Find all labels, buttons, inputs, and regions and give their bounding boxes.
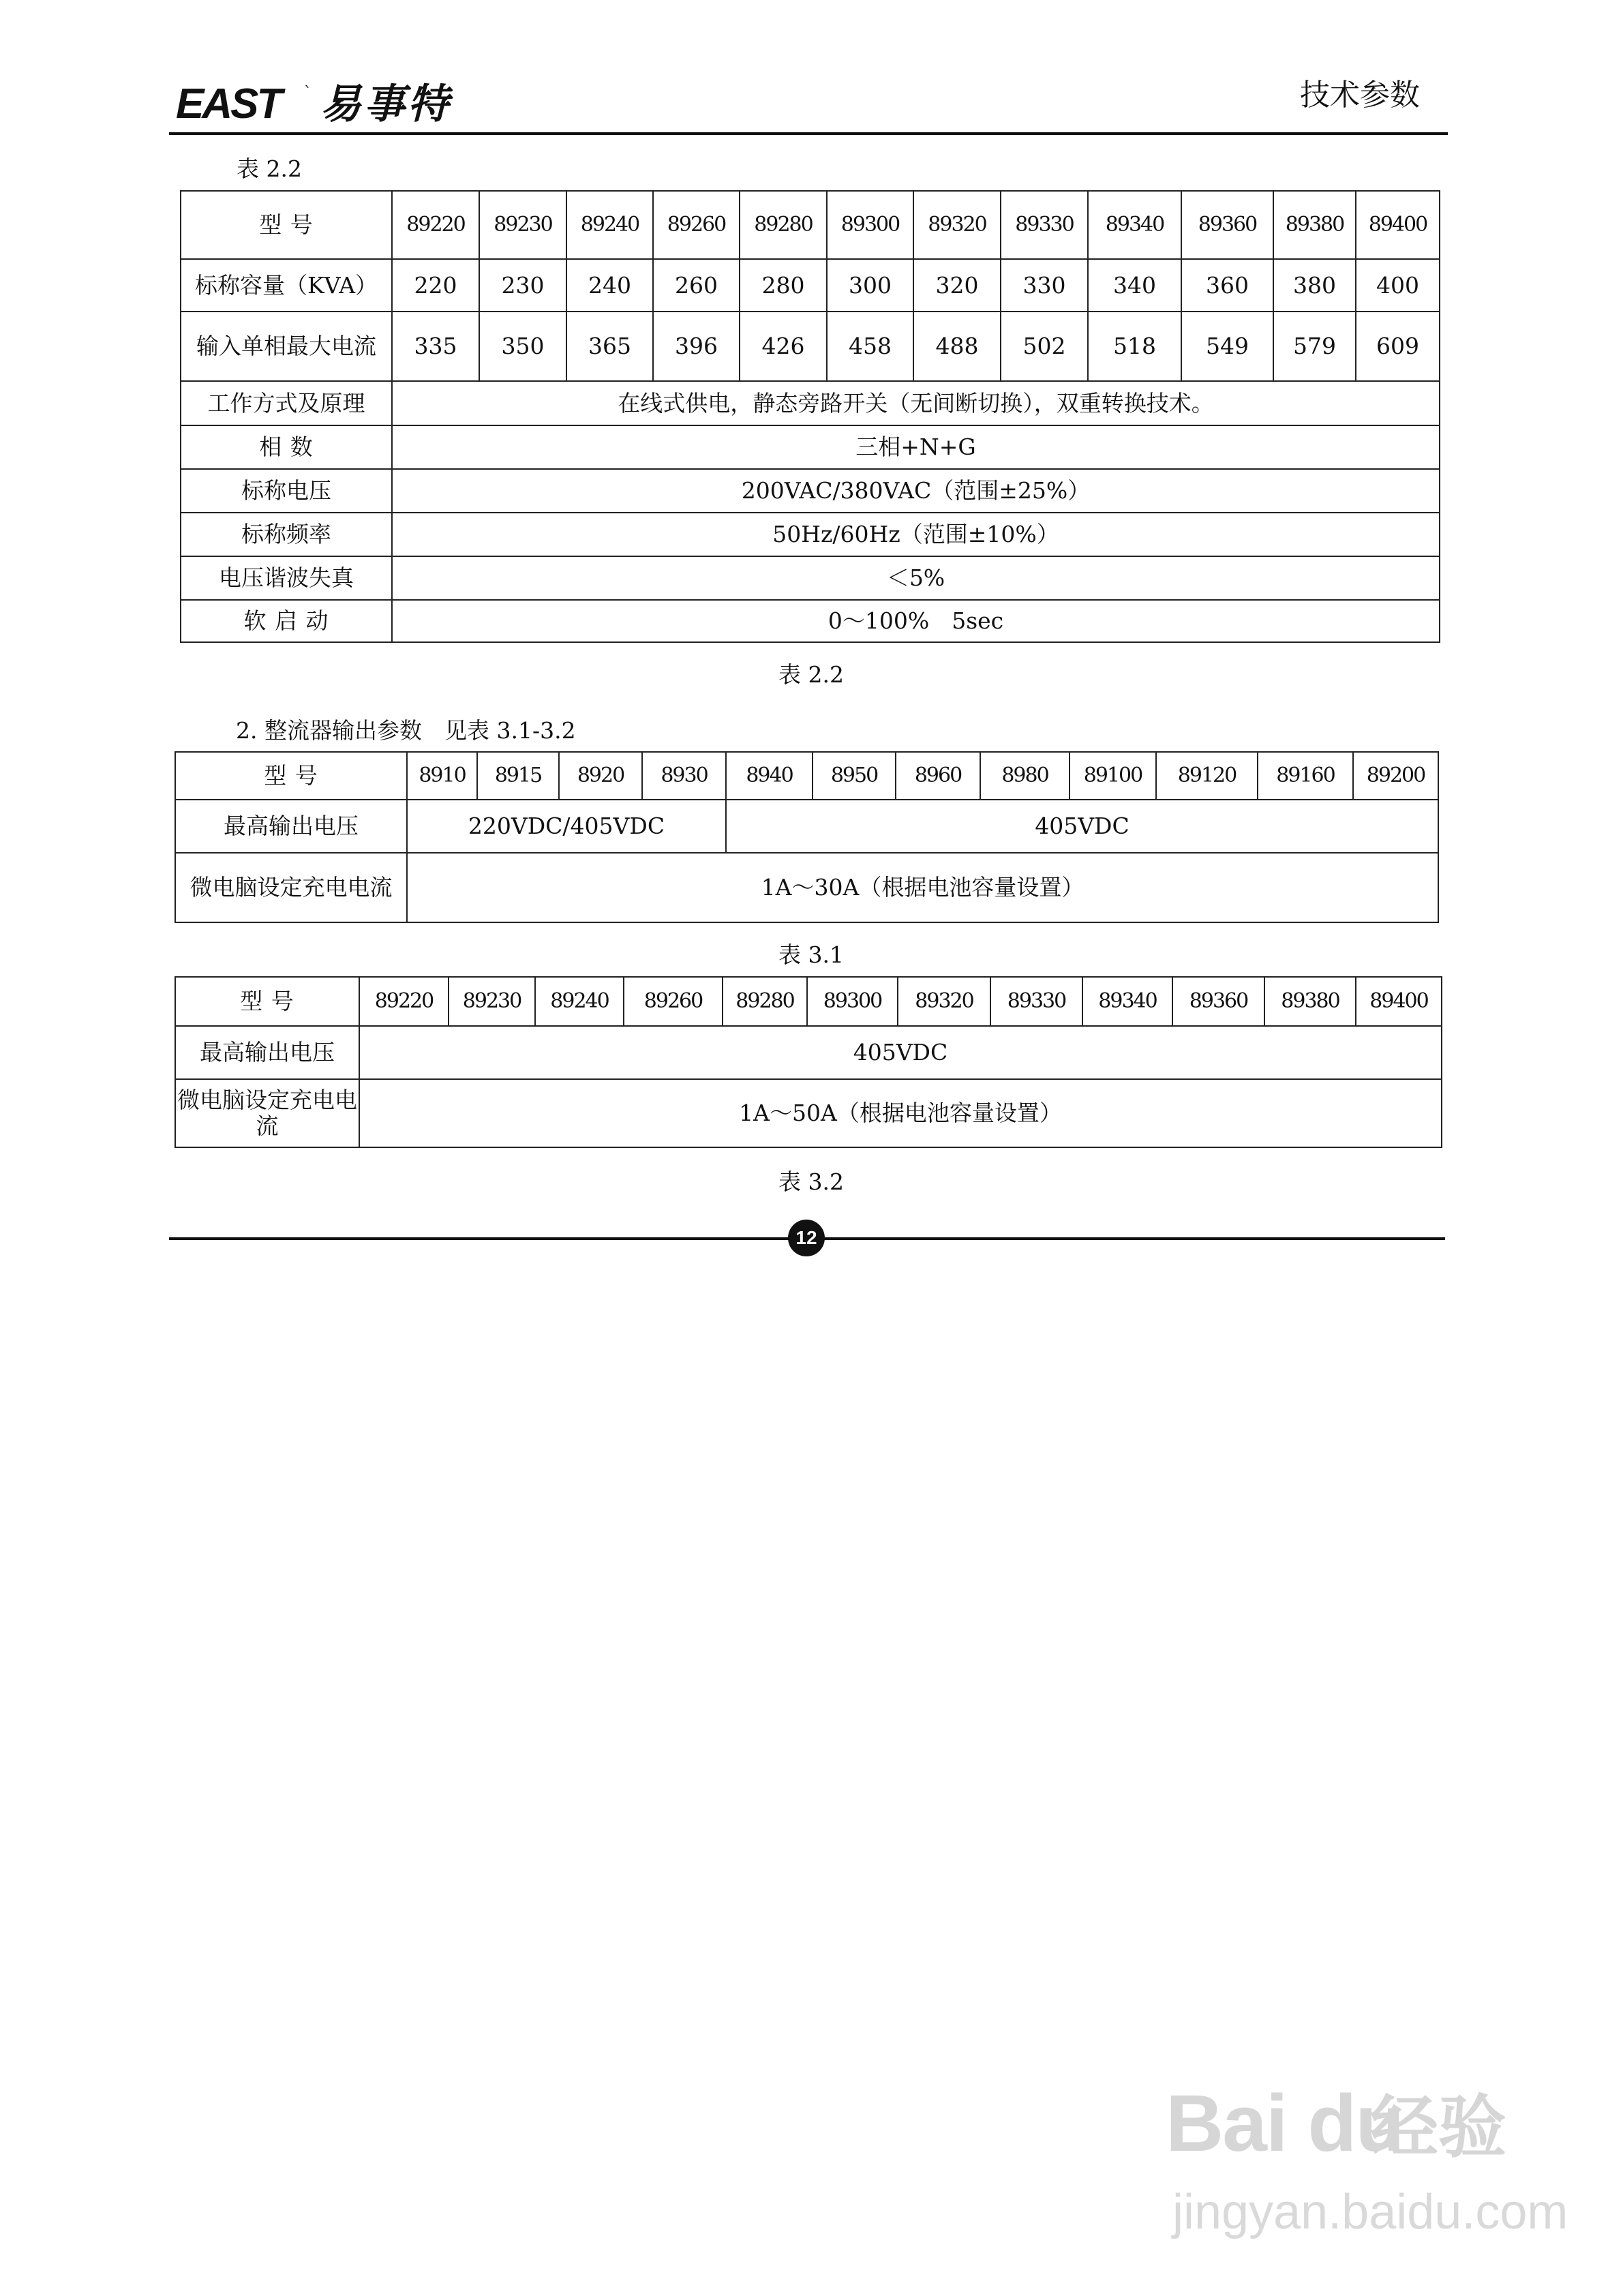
model-cell: 89220: [359, 977, 449, 1026]
capacity-cell: 280: [740, 259, 827, 312]
table-row: [175, 1026, 1442, 1079]
model-cell: 89100: [1070, 752, 1156, 800]
model-cell: 89320: [898, 977, 990, 1026]
capacity-cell: 340: [1088, 259, 1181, 312]
model-cell: 89340: [1088, 191, 1181, 259]
current-cell: 396: [653, 312, 740, 381]
capacity-cell: 220: [392, 259, 479, 312]
current-cell: 350: [479, 312, 566, 381]
charge-current-label: 微电脑设定充电电流: [175, 1079, 359, 1147]
current-cell: 502: [1001, 312, 1088, 381]
table-3-2-caption: 表 3.2: [778, 1168, 844, 1195]
table-row: [181, 312, 1440, 381]
model-label: 型 号: [175, 977, 359, 1026]
capacity-cell: 330: [1001, 259, 1088, 312]
current-cell: 458: [827, 312, 913, 381]
model-cell: 89240: [535, 977, 624, 1026]
table-row: [175, 1079, 1442, 1147]
table-row: [181, 513, 1440, 556]
page-number-badge: 12: [788, 1220, 825, 1256]
row-label: 电压谐波失真: [181, 556, 392, 600]
capacity-cell: 360: [1181, 259, 1273, 312]
model-label: 型 号: [175, 752, 407, 800]
capacity-cell: 400: [1356, 259, 1440, 312]
table-row: [175, 800, 1438, 853]
capacity-label: 标称容量（KVA）: [181, 259, 392, 312]
model-cell: 89230: [479, 191, 566, 259]
table-2-2: [180, 190, 1440, 643]
table-row: [181, 381, 1440, 425]
table-row: [175, 977, 1442, 1026]
row-value: 0～100% 5sec: [392, 600, 1440, 642]
header-rule: [169, 132, 1448, 135]
model-cell: 8960: [896, 752, 980, 800]
model-cell: 89220: [392, 191, 479, 259]
model-cell: 89380: [1264, 977, 1356, 1026]
table-row: [181, 191, 1440, 259]
section-2-heading: 2. 整流器输出参数 见表 3.1-3.2: [236, 717, 576, 744]
model-cell: 89330: [1001, 191, 1088, 259]
current-cell: 579: [1273, 312, 1356, 381]
row-label: 工作方式及原理: [181, 381, 392, 425]
model-cell: 8930: [642, 752, 726, 800]
model-cell: 89330: [990, 977, 1082, 1026]
model-cell: 8920: [559, 752, 642, 800]
max-voltage-value: 405VDC: [359, 1026, 1442, 1079]
current-cell: 426: [740, 312, 827, 381]
current-cell: 609: [1356, 312, 1440, 381]
table-row: [175, 853, 1438, 922]
model-cell: 89300: [807, 977, 898, 1026]
current-cell: 488: [913, 312, 1001, 381]
model-cell: 89340: [1082, 977, 1172, 1026]
watermark-url: jingyan.baidu.com: [1172, 2185, 1568, 2239]
section-title: 技术参数: [1300, 78, 1420, 112]
table-3-2: [175, 976, 1442, 1148]
model-cell: 89280: [740, 191, 827, 259]
model-cell: 89400: [1356, 191, 1440, 259]
charge-current-value: 1A～30A（根据电池容量设置）: [407, 853, 1438, 922]
model-cell: 89280: [723, 977, 807, 1026]
row-label: 软 启 动: [181, 600, 392, 642]
max-voltage-value: 405VDC: [726, 800, 1438, 853]
current-cell: 335: [392, 312, 479, 381]
table-3-1: [175, 751, 1439, 923]
current-cell: 549: [1181, 312, 1273, 381]
model-cell: 8950: [813, 752, 896, 800]
model-cell: 8915: [477, 752, 559, 800]
max-voltage-value: 220VDC/405VDC: [407, 800, 726, 853]
table-row: [181, 259, 1440, 312]
current-label: 输入单相最大电流: [181, 312, 392, 381]
table-2-2-caption-top: 表 2.2: [237, 155, 302, 182]
table-row: [181, 425, 1440, 469]
table-row: [181, 600, 1440, 642]
current-cell: 518: [1088, 312, 1181, 381]
model-label: 型 号: [181, 191, 392, 259]
row-value: 在线式供电，静态旁路开关（无间断切换），双重转换技术。: [392, 381, 1440, 425]
capacity-cell: 240: [566, 259, 653, 312]
table-3-1-caption: 表 3.1: [778, 941, 844, 968]
charge-current-label: 微电脑设定充电电流: [175, 853, 407, 922]
table-row: [181, 556, 1440, 600]
row-value: ＜5%: [392, 556, 1440, 600]
watermark-chinese: 经验: [1370, 2087, 1506, 2167]
model-cell: 89160: [1258, 752, 1353, 800]
row-label: 标称电压: [181, 469, 392, 513]
model-cell: 89320: [913, 191, 1001, 259]
row-label: 标称频率: [181, 513, 392, 556]
capacity-cell: 300: [827, 259, 913, 312]
max-voltage-label: 最高输出电压: [175, 1026, 359, 1079]
model-cell: 89260: [624, 977, 723, 1026]
current-cell: 365: [566, 312, 653, 381]
charge-current-value: 1A～50A（根据电池容量设置）: [359, 1079, 1442, 1147]
model-cell: 89260: [653, 191, 740, 259]
model-cell: 89400: [1356, 977, 1442, 1026]
table-2-2-caption-bottom: 表 2.2: [778, 661, 844, 688]
table-row: [181, 469, 1440, 513]
row-value: 50Hz/60Hz（范围±10%）: [392, 513, 1440, 556]
model-cell: 89240: [566, 191, 653, 259]
row-label: 相 数: [181, 425, 392, 469]
table-row: [175, 752, 1438, 800]
model-cell: 89360: [1181, 191, 1273, 259]
max-voltage-label: 最高输出电压: [175, 800, 407, 853]
east-logo-chinese: 易事特: [320, 80, 451, 128]
model-cell: 89200: [1353, 752, 1438, 800]
row-value: 200VAC/380VAC（范围±25%）: [392, 469, 1440, 513]
model-cell: 89380: [1273, 191, 1356, 259]
model-cell: 89300: [827, 191, 913, 259]
capacity-cell: 380: [1273, 259, 1356, 312]
model-cell: 8910: [407, 752, 477, 800]
capacity-cell: 260: [653, 259, 740, 312]
model-cell: 89360: [1172, 977, 1264, 1026]
watermark-logo: Bai du: [1166, 2079, 1404, 2169]
row-value: 三相+N+G: [392, 425, 1440, 469]
model-cell: 89120: [1156, 752, 1258, 800]
model-cell: 8940: [726, 752, 813, 800]
logo-mark: ˋ: [304, 85, 312, 102]
capacity-cell: 230: [479, 259, 566, 312]
east-logo: EAST: [176, 80, 281, 127]
model-cell: 8980: [980, 752, 1070, 800]
capacity-cell: 320: [913, 259, 1001, 312]
model-cell: 89230: [449, 977, 535, 1026]
